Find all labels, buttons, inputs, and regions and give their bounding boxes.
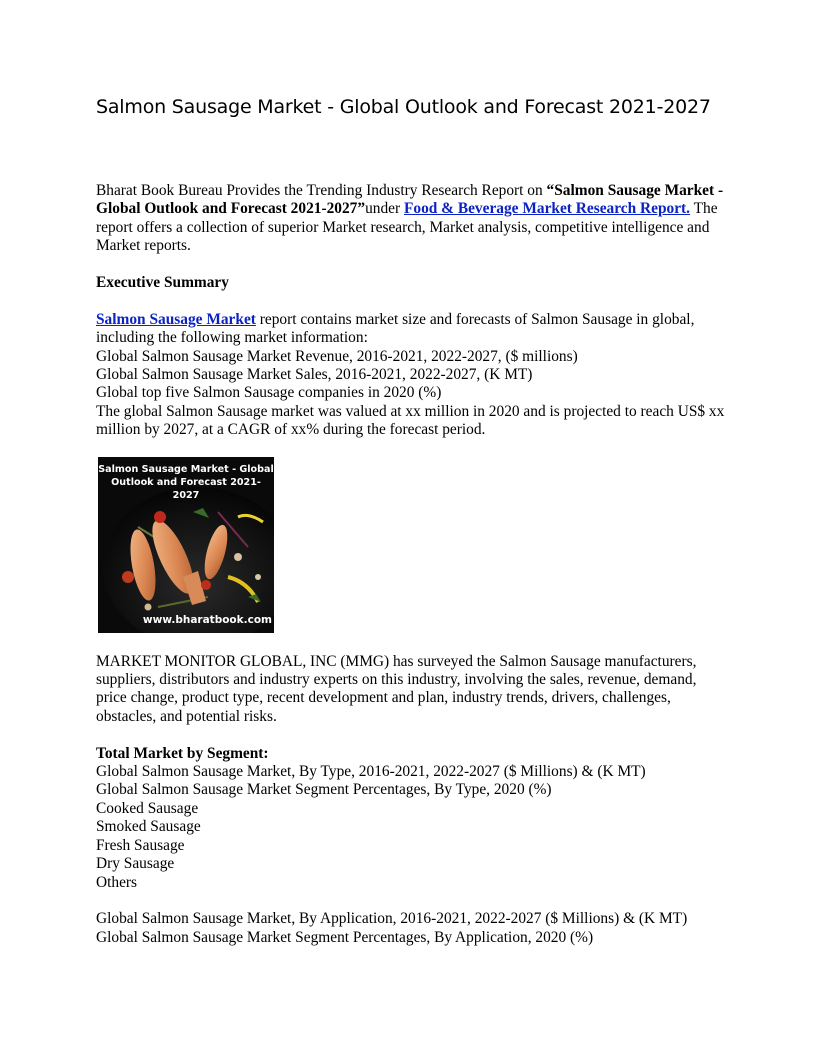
segment-type-item: Others [96,873,138,891]
executive-summary-heading: Executive Summary [96,274,229,292]
intro-under-text: under [365,200,404,218]
summary-line: Global Salmon Sausage Market Sales, 2016-2021, 2022-2027, (K MT) [96,366,533,384]
segment-type-item: Smoked Sausage [96,818,201,836]
segment-type-item: Dry Sausage [96,855,175,873]
cover-website: www.bharatbook.com [142,614,272,627]
summary-line: The global Salmon Sausage market was valued at xx million in 2020 and is projected to reach US$ xx million by 2027, at a CAGR of xx% during the forecast period. [96,402,725,439]
segment-type-item: Cooked Sausage [96,799,199,817]
application-line: Global Salmon Sausage Market, By Application, 2016-2021, 2022-2027 ($ Millions) & (K MT) [96,910,688,928]
summary-line: Global Salmon Sausage Market Revenue, 2016-2021, 2022-2027, ($ millions) [96,347,578,365]
segment-line: Global Salmon Sausage Market, By Type, 2016-2021, 2022-2027 ($ Millions) & (K MT) [96,763,646,781]
summary-line: Global top five Salmon Sausage companies in 2020 (%) [96,384,442,402]
food-beverage-report-link[interactable]: Food & Beverage Market Research Report. [403,200,691,218]
cover-title: Salmon Sausage Market - Global Outlook and Forecast 2021-2027 [98,463,274,501]
report-cover-image [98,457,274,633]
salmon-sausage-market-link[interactable]: Salmon Sausage Market [96,310,256,328]
page-title: Salmon Sausage Market - Global Outlook and Forecast 2021-2027 [96,96,711,118]
document-body [96,182,726,947]
survey-paragraph: MARKET MONITOR GLOBAL, INC (MMG) has surveyed the Salmon Sausage manufacturers, suppliers, distributors and industry experts on this industry, involving the sales, revenue, demand, price change, product type, recent development and plan, industry trends, drivers, challenges, obstacles, and potential risks. [96,652,697,725]
summary-paragraph [96,311,726,348]
application-line: Global Salmon Sausage Market Segment Percentages, By Application, 2020 (%) [96,928,594,946]
summary-text: report contains market size and forecasts of Salmon Sausage in global, including the following market information: [96,310,695,347]
intro-paragraph [96,182,726,256]
intro-tail-text: The report offers a collection of superior Market research, Market analysis, competitive intelligence and Market reports. [96,200,718,255]
intro-text: Bharat Book Bureau Provides the Trending Industry Research Report on [96,182,547,199]
segment-type-item: Fresh Sausage [96,836,185,854]
segment-heading: Total Market by Segment: [96,744,269,762]
segment-line: Global Salmon Sausage Market Segment Percentages, By Type, 2020 (%) [96,781,552,799]
report-title-bold: “Salmon Sausage Market - Global Outlook and Forecast 2021-2027” [96,182,724,218]
